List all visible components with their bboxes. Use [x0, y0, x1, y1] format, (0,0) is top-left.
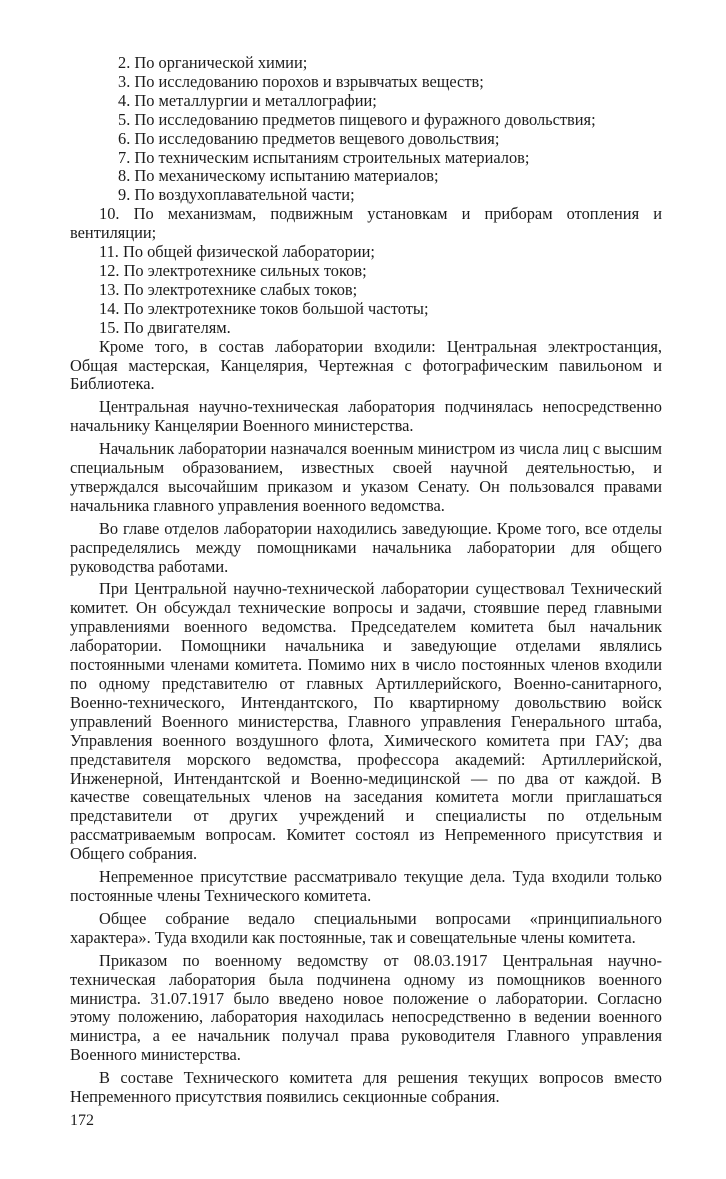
list-item: 15. По двигателям. [99, 317, 231, 337]
paragraph: Общее собрание ведало специальными вопросами «принципиального характера». Туда входили как постоянные, так и совещательные члены комитета. [70, 908, 662, 947]
paragraph: Во главе отделов лаборатории находились заведующие. Кроме того, все отделы распределялись между помощниками начальника лаборатории для общего руководства работами. [70, 518, 662, 576]
body-text [70, 54, 662, 1107]
paragraph: Центральная научно-техническая лаборатория подчинялась непосредственно начальнику Канцелярии Военного министерства. [70, 397, 662, 436]
list-item: 7. По техническим испытаниям строительных материалов; [118, 147, 530, 167]
list-item: 13. По электротехнике слабых токов; [99, 279, 358, 299]
list-item: 2. По органической химии; [118, 53, 308, 72]
list-item: 10. По механизмам, подвижным установкам и приборам отопления и вентиляции; [70, 204, 662, 243]
paragraph: При Центральной научно-технической лаборатории существовал Технический комитет. Он обсуждал технические вопросы и задачи, стоявшие перед главными управлениями военного ведомства. Председателем комитета был начальник лаборатории. Помощники начальника и заведующие отделами являлись постоянными членами комитета. Помимо них в число постоянных членов входили по одному представителю от главных Артиллерийского, Военно-санитарного, Военно-технического, Интендантского, По квартирному довольствию войск управлений Военного министерства, Главного управления Генерального штаба, Управления военного воздушного флота, Химического комитета при ГАУ; два представителя морского ведомства, профессора академий: Артиллерийской, Инженерной, Интендантской и Военно-медицинской — по два от каждой. В качестве совещательных членов на заседания комитета могли приглашаться представители от других учреждений и специалисты по отдельным рассматриваемым вопросам. Комитет состоял из Непременного присутствия и Общего собрания. [70, 579, 662, 864]
list-item: 9. По воздухоплавательной части; [118, 185, 355, 205]
list-item: 6. По исследованию предметов вещевого довольствия; [118, 128, 500, 148]
list-item: 12. По электротехнике сильных токов; [99, 260, 367, 280]
department-list [70, 54, 662, 338]
list-item: 8. По механическому испытанию материалов; [118, 166, 439, 186]
list-item: 3. По исследованию порохов и взрывчатых веществ; [118, 71, 484, 91]
paragraph: В составе Технического комитета для решения текущих вопросов вместо Непременного присутствия появились секционные собрания. [70, 1068, 662, 1107]
paragraph: Приказом по военному ведомству от 08.03.1917 Центральная научно-техническая лаборатория была подчинена одному из помощников военного министра. 31.07.1917 было введено новое положение о лаборатории. Согласно этому положению, лаборатория находилась непосредственно в ведении военного министра, а ее начальник получал права руководителя Главного управления Военного министерства. [70, 950, 662, 1065]
page-number: 172 [70, 1112, 94, 1129]
list-item: 4. По металлургии и металлографии; [118, 90, 377, 110]
list-item: 5. По исследованию предметов пищевого и фуражного довольствия; [118, 109, 596, 129]
list-item: 14. По электротехнике токов большой частоты; [99, 298, 429, 318]
list-item: 11. По общей физической лаборатории; [99, 242, 375, 262]
paragraph: Начальник лаборатории назначался военным министром из числа лиц с высшим специальным образованием, известных своей научной деятельностью, и утверждался высочайшим приказом и указом Сенату. Он пользовался правами начальника главного управления военного ведомства. [70, 439, 662, 515]
paragraph: Кроме того, в состав лаборатории входили: Центральная электростанция, Общая мастерская, Канцелярия, Чертежная с фотографическим павильоном и Библиотека. [70, 336, 662, 394]
paragraph: Непременное присутствие рассматривало текущие дела. Туда входили только постоянные члены Технического комитета. [70, 867, 662, 905]
